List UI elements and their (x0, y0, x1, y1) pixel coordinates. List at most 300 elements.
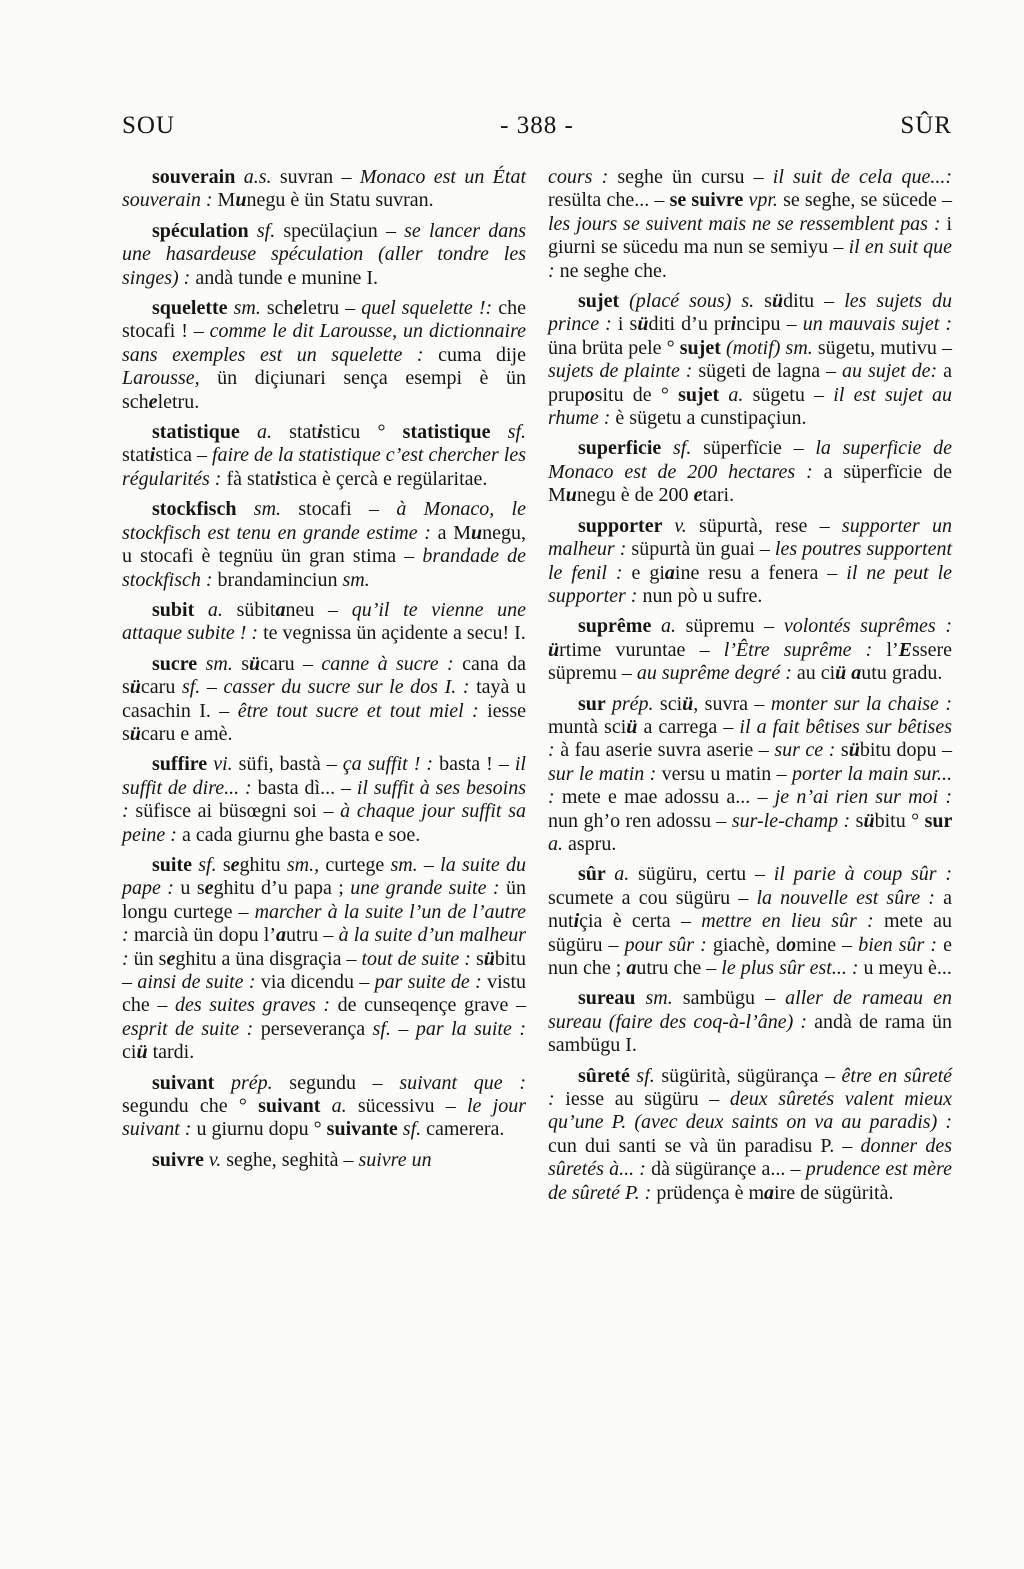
entry-segment: ü (682, 692, 694, 715)
entry-segment: tayà u casachin I. – (122, 676, 527, 722)
entry-segment: suvran – (279, 166, 360, 188)
entry-segment: curtege (325, 853, 391, 876)
entry-segment: resülta che... – (548, 189, 670, 212)
entry-segment: ü (637, 313, 649, 336)
entry-segment: sm. (342, 568, 370, 591)
entry-segment: letru – (302, 297, 362, 320)
entry-segment: u s (180, 877, 205, 900)
entry-supporter (548, 515, 952, 609)
entry-segment: esprit de suite : (122, 1017, 261, 1040)
entry-sujet (548, 290, 952, 430)
entry-segment: sur (924, 809, 952, 832)
entry-segment: qu’il te vienne une attaque subite ! : (122, 598, 526, 645)
entry-segment: süfisce ai büsœgni soi – (135, 800, 341, 823)
entry-statistique (122, 421, 526, 491)
entry-segment: utu gradu. (861, 662, 943, 685)
entry-segment: negu è de 200 (576, 484, 694, 507)
entry-segment: süpurtà, rese – (699, 514, 842, 537)
entry-segment: s (241, 652, 250, 675)
entry-segment: cours : (548, 166, 618, 188)
entry-segment: ghitu d’u papa ; (213, 877, 351, 900)
entry-segment: je n’ai rien sur moi : (774, 786, 953, 809)
entry-segment: a nut (548, 886, 952, 933)
entry-segment: e (166, 947, 176, 970)
entry-segment: o (786, 933, 797, 956)
entry-segment: ü (136, 1041, 148, 1064)
entry-segment: des suites graves : (175, 994, 338, 1017)
entry-segment: a (764, 1181, 775, 1204)
entry-segment: versu u matin – (661, 762, 792, 785)
entry-segment: ainsi de suite : (137, 971, 261, 993)
entry-segment: subit (152, 598, 208, 621)
page-header (122, 112, 952, 140)
entry-segment: i giurni se sücedu ma nun se semiyu – (548, 212, 952, 259)
entry-segment: sügetu – (752, 383, 834, 406)
column-right (548, 166, 952, 1212)
entry-superficie (548, 437, 952, 507)
entry-segment: negu, u stocafi è tegnüu ün gran stima – (122, 521, 526, 568)
entry-segment: ü (129, 722, 141, 745)
entry-segment: i (274, 467, 281, 490)
entry-segment: süperfïcie – (703, 437, 816, 460)
entry-segment: prép. (611, 692, 660, 715)
entry-segment: Larousse, (122, 367, 200, 390)
entry-segment: via dicendu – (260, 971, 375, 993)
entry-segment: tout de suite : (361, 947, 476, 970)
entry-segment: e (693, 484, 703, 507)
entry-segment: stica è çercà e regülaritae. (280, 467, 488, 490)
entry-segment: sm. (253, 498, 299, 521)
entry-segment: souverain (152, 166, 244, 188)
entry-segment: sur le matin : (548, 762, 662, 785)
entry-segment: monter sur la chaise : (770, 692, 953, 715)
entry-segment: stocafi – (298, 498, 397, 521)
entry-segment: suivant (152, 1071, 231, 1094)
entry-segment: vistu che – (122, 971, 527, 1017)
entry-segment: bitu ° (874, 809, 925, 832)
entry-segment: statistique (152, 421, 257, 444)
entry-segment: sm. (205, 652, 242, 675)
entry-segment: fà stat (226, 467, 275, 490)
entry-segment: sf. (673, 437, 704, 460)
entry-segment: stica – (155, 444, 212, 467)
entry-segment: prudence est mère de sûreté P. : (548, 1158, 953, 1204)
entry-segment: a (664, 561, 675, 584)
entry-segment: vi. (213, 753, 239, 776)
entry-segment: i (316, 421, 323, 444)
entry-segment: cuma dije (438, 343, 526, 366)
entry-subit (122, 599, 526, 646)
entry-segment: – (423, 853, 441, 876)
entry-segment: sügürità, sügürança – (661, 1064, 842, 1087)
entry-segment: sticu ° (322, 421, 403, 444)
entry-segment: – (206, 676, 224, 699)
entry-segment: à Monaco, le stockfisch est tenu en grande estime : (122, 498, 526, 544)
entry-segment: sf. (372, 1017, 399, 1040)
entry-segment: prép. (230, 1071, 290, 1094)
entry-segment: vpr. (748, 189, 784, 212)
entry-segment: le plus sûr est... : (721, 957, 864, 979)
entry-segment: ne seghe che. (559, 259, 667, 282)
entry-segment: ü (548, 638, 560, 661)
entry-segment: caru – (260, 652, 322, 675)
entry-segment: ü (835, 662, 847, 685)
entry-segment: aller de rameau en sureau (faire des coq-à-l’âne) : (548, 987, 952, 1033)
entry-sur (548, 693, 952, 857)
entry-sucre (122, 653, 526, 747)
entry-segment: pour sûr : (624, 933, 713, 956)
entry-segment: u meyu è... (863, 957, 952, 979)
entry-segment: cun dui santi se và ün paradisu P. – (548, 1134, 861, 1157)
entry-suffire (122, 753, 526, 847)
entry-segment: v. (674, 514, 700, 537)
entry-segment: sûreté (578, 1064, 637, 1087)
entry-segment: letru. (157, 390, 200, 413)
entry-segment: sch (266, 297, 294, 320)
entry-segment: ine resu a fenera – (674, 561, 847, 584)
entry-segment: s (840, 739, 849, 762)
entry-segment: che stocafi ! – (122, 297, 526, 343)
entry-segment: sambügu – (682, 987, 786, 1010)
entry-segment: e gi (631, 561, 665, 584)
entry-segment: bien sûr : (858, 933, 944, 956)
entry-segment: o (584, 383, 595, 406)
entry-segment: il parie à coup sûr : (773, 863, 953, 886)
entry-squelette (122, 297, 526, 414)
entry-speculation (122, 220, 526, 290)
entry-segment: camerera. (426, 1118, 505, 1141)
entry-segment: ghitu a üna disgraçia – (175, 947, 362, 970)
entry-segment: e (230, 853, 240, 876)
entry-segment: suprême (578, 615, 661, 638)
entry-segment: sm. (390, 853, 424, 876)
entry-segment: sm. (645, 987, 683, 1010)
entry-segment: bitu – (122, 947, 526, 993)
entry-segment: basta ! – (439, 753, 515, 776)
entry-segment: sm., (286, 853, 326, 876)
entry-segment: üna brüta pele ° (548, 336, 680, 359)
entry-segment: ü (483, 947, 495, 970)
entry-segment: muntà sci (548, 715, 627, 738)
entry-sureau (548, 987, 952, 1057)
entry-segment: une grande suite : (350, 877, 506, 900)
entry-segment: sujet (679, 336, 726, 359)
entry-segment: superficie (578, 437, 674, 460)
entry-segment: au suprême degré : (636, 662, 797, 685)
entry-segment: , suvra – (693, 692, 771, 715)
entry-segment: être tout sucre et tout miel : (237, 699, 488, 722)
entry-segment: giachè, d (712, 933, 787, 956)
entry-segment: ü (848, 739, 860, 762)
entry-segment: Monaco est un État souverain : (122, 166, 527, 212)
entry-segment: mettre en lieu sûr : (701, 910, 884, 933)
entry-segment: e nun che ; (548, 933, 952, 979)
entry-segment: se suivre (669, 189, 749, 212)
entry-segment: sûr (578, 863, 615, 886)
entry-segment: ün longu curtege – (122, 877, 526, 923)
entry-segment: i (573, 910, 580, 933)
entry-segment: (motif) sm. (725, 336, 818, 359)
entry-segment: ün s (133, 947, 167, 970)
entry-segment: volontés suprêmes : (783, 615, 952, 638)
entry-segment: de cunseqençe grave – (337, 994, 526, 1017)
entry-segment: mine – (796, 933, 859, 956)
entry-segment: suivante (326, 1118, 403, 1141)
entry-segment: suivant (258, 1095, 332, 1118)
column-left (122, 166, 526, 1212)
text-columns (122, 166, 952, 1212)
entry-segment: stockfisch (152, 498, 254, 521)
entry-segment: les jours se suivent mais ne se ressemblent pas : (548, 212, 947, 235)
entry-segment: donner des sûretés à... : (548, 1134, 952, 1181)
entry-segment: a (626, 957, 637, 979)
entry-segment: squelette (152, 297, 234, 320)
entry-segment: specülaçiun – (283, 219, 405, 242)
entry-segment: s (855, 809, 864, 832)
entry-segment: il suit de cela que...: (772, 166, 953, 188)
entry-segment: ü (249, 652, 261, 675)
entry-segment: ü (863, 809, 875, 832)
entry-segment: par la suite : (415, 1017, 526, 1040)
entry-segment: sücessivu – (357, 1095, 467, 1118)
entry-sur-accent (548, 863, 952, 980)
entry-segment: ssere süpremu – (548, 638, 952, 685)
entry-segment: u (470, 521, 483, 544)
entry-segment: sur ce : (774, 739, 841, 762)
entry-segment: mete au sügüru – (548, 910, 952, 956)
entry-segment: aspru. (568, 832, 617, 855)
entry-segment: ci (122, 1041, 137, 1064)
entry-souverain (122, 166, 526, 213)
entry-segment: diti d’u pr (648, 313, 731, 336)
entry-segment: sur-le-champ : (731, 809, 856, 832)
entry-segment: sügetu, mutivu – (817, 336, 953, 359)
entry-segment: a carrega – (637, 715, 740, 738)
entry-segment: la suite du pape : (122, 853, 526, 900)
entry-segment: caru (140, 676, 182, 699)
entry-segment: brandade de stockfisch : (122, 545, 526, 591)
entry-segment: ü (771, 290, 784, 313)
entry-segment: a. (207, 598, 237, 621)
entry-segment: sm. (233, 297, 267, 320)
entry-segment: u (565, 484, 577, 507)
entry-segment: perseverança (260, 1017, 373, 1040)
entry-segment: u giurnu dopu ° (196, 1118, 327, 1141)
entry-segment: l’ (886, 638, 899, 661)
entry-supreme (548, 615, 952, 685)
entry-segment: basta dì... – (257, 776, 357, 799)
entry-segment: a (276, 924, 287, 947)
entry-segment: (placé sous) s. (629, 290, 765, 313)
entry-segment: e (204, 877, 214, 900)
entry-segment: nun pò u sufre. (642, 584, 763, 607)
entry-segment: casser du sucre sur le dos I. : (223, 676, 477, 699)
entry-segment: brandaminciun (217, 568, 343, 591)
entry-suite (122, 854, 526, 1065)
entry-segment: a (851, 662, 862, 685)
entry-segment: l’Être suprême : (723, 638, 887, 661)
entry-segment: à la suite d’un malheur : (122, 924, 526, 970)
entry-segment: canne à sucre : (321, 652, 463, 675)
entry-segment: porter la main sur... : (548, 762, 952, 809)
entry-suivre (122, 1149, 526, 1172)
entry-segment: segundu che ° (122, 1095, 259, 1118)
entry-segment: suivre (152, 1148, 209, 1171)
entry-segment: ü (626, 715, 638, 738)
entry-segment: la superficie de Monaco est de 200 hectares : (548, 437, 953, 483)
entry-segment: situ de ° (594, 383, 679, 406)
entry-segment: a. (660, 615, 686, 638)
entry-segment: suite (152, 853, 199, 876)
entry-segment: çia è certa – (579, 910, 702, 933)
entry-segment: u (235, 189, 247, 212)
entry-segment: seghe, seghità – (226, 1148, 359, 1171)
entry-segment: la nouvelle est sûre : (756, 886, 944, 909)
entry-segment: – (398, 1017, 416, 1040)
entry-segment: statistique (402, 421, 508, 444)
entry-segment: a süperfïcie de M (548, 460, 952, 507)
entry-segment: sf. (636, 1064, 662, 1087)
entry-segment: sujets de plainte : (548, 360, 699, 383)
entry-segment: a prup (548, 360, 953, 406)
entry-segment: tardi. (147, 1041, 195, 1064)
entry-segment: süfi, bastà – (238, 753, 343, 776)
entry-segment: se seghe, se sücede – (783, 189, 953, 212)
entry-segment: sujet (678, 383, 729, 406)
entry-segment: è sügetu a cunstipaçiun. (615, 407, 807, 430)
entry-segment: se lancer dans une hasardeuse spéculation (aller tondre les singes) : (122, 219, 527, 289)
entry-segment: dà sügürançe a... – (651, 1158, 806, 1181)
entry-segment: sf. (402, 1118, 427, 1141)
entry-segment: e (293, 297, 303, 320)
entry-segment: il suffit de dire... : (122, 753, 526, 799)
entry-segment: stat (289, 421, 317, 444)
entry-segment: sur (578, 692, 612, 715)
entry-surete (548, 1065, 952, 1205)
entry-segment: sucre (152, 652, 206, 675)
entry-segment: faire de la statistique c’est chercher les régularités : (122, 444, 526, 490)
running-head-right: SÛR (900, 112, 952, 139)
entry-segment: un mauvais sujet : (802, 313, 952, 336)
entry-segment: segundu – (289, 1071, 400, 1094)
entry-segment: a (275, 598, 286, 621)
entry-segment: a M (437, 521, 471, 544)
entry-segment: marcher à la suite l’un de l’autre : (122, 900, 527, 947)
entry-segment: ditu – (783, 290, 845, 313)
entry-segment: s (764, 290, 772, 313)
entry-segment: v. (208, 1148, 227, 1171)
entry-segment: ça suffit ! : (342, 753, 440, 776)
entry-segment: ün diçiunari sença esempi è ün sch (122, 367, 526, 413)
entry-segment: supporter (578, 514, 675, 537)
entry-segment: les sujets du prince : (548, 290, 952, 336)
entry-segment: stat (122, 444, 150, 467)
entry-segment: à fau aserie suvra aserie – (560, 739, 775, 762)
entry-segment: a. (728, 383, 753, 406)
entry-segment: ghitu (239, 853, 287, 876)
entry-segment: M (217, 189, 236, 212)
entry-segment: a cada giurnu ghe basta e soe. (181, 823, 421, 846)
entry-segment: mete e mae adossu a... – (561, 786, 775, 809)
entry-segment: i (730, 313, 737, 336)
entry-segment: supporter un malheur : (548, 514, 952, 561)
entry-segment: ire de sügürità. (774, 1181, 894, 1204)
entry-suivant (122, 1072, 526, 1142)
entry-segment: iesse au sügüru – (565, 1088, 730, 1111)
entry-segment: sf. (256, 219, 284, 242)
entry-segment: utru – (286, 924, 339, 947)
entry-segment: süpremu – (685, 615, 784, 638)
entry-segment: E (898, 638, 912, 661)
entry-segment: ü (129, 676, 141, 699)
entry-segment: a.s. (243, 166, 280, 188)
entry-segment: les poutres supportent le fenil : (548, 538, 953, 584)
entry-segment: bitu dopu – (859, 739, 952, 762)
entry-segment: a. (614, 863, 638, 886)
entry-segment: i (149, 444, 156, 467)
entry-segment: scumete a cou sügüru – (548, 886, 757, 909)
entry-segment: a. (256, 421, 290, 444)
entry-segment: sügeti de lagna – (698, 360, 843, 383)
running-head-left: SOU (122, 112, 176, 139)
entry-segment: sübit (236, 598, 276, 621)
entry-segment: il en suit que : (548, 236, 952, 282)
entry-stockfisch (122, 498, 526, 592)
entry-segment: negu è ün Statu suvran. (246, 189, 434, 212)
entry-segment: il a fait bêtises sur bêtises : (548, 715, 952, 762)
entry-segment: rtime vuruntae – (559, 638, 724, 661)
entry-segment: quel squelette !: (361, 297, 499, 320)
entry-segment: utru che – (636, 957, 722, 979)
entry-segment: suivre un (358, 1148, 432, 1171)
entry-segment: deux sûretés valent mieux qu’une P. (avec deux saints on va au paradis) : (548, 1088, 952, 1134)
entry-segment: sujet (578, 290, 630, 313)
entry-segment: marcià ün dopu l’ (133, 924, 277, 947)
entry-segment: sf. (181, 676, 207, 699)
entry-segment: s (475, 947, 484, 970)
page-number: - 388 - (500, 112, 574, 139)
entry-segment: tari. (702, 484, 735, 507)
entry-segment: a. (548, 832, 568, 855)
entry-segment: être en sûreté : (548, 1064, 952, 1111)
entry-segment: spéculation (152, 219, 257, 242)
entry-segment: au sujet de: (842, 360, 944, 383)
entry-segment: s (222, 853, 231, 876)
entry-segment: andà de rama ün sambügu I. (548, 1010, 952, 1057)
entry-segment: sci (659, 692, 683, 715)
entry-segment: comme le dit Larousse, un dictionnaire sans exemples est un squelette : (122, 320, 526, 366)
entry-segment: andà tunde e munine I. (195, 266, 379, 289)
entry-segment: le jour suivant : (122, 1095, 526, 1141)
entry-suivre-continuation (548, 166, 952, 283)
entry-segment: suffire (152, 753, 214, 776)
entry-segment: il est sujet au rhume : (548, 383, 953, 430)
entry-segment: e (148, 390, 158, 413)
entry-segment: iesse s (122, 699, 526, 745)
entry-segment: sureau (578, 987, 646, 1010)
entry-segment: il suffit à ses besoins : (122, 776, 526, 823)
entry-segment: caru e amè. (140, 722, 233, 745)
entry-segment: sügüru, certu – (637, 863, 774, 886)
entry-segment: suivant que : (399, 1071, 526, 1094)
entry-segment: à chaque jour suffit sa peine : (122, 800, 526, 846)
entry-segment: i s (617, 313, 638, 336)
entry-segment: prüdença è m (656, 1181, 765, 1204)
entry-segment: te vegnissa ün açidente a secu! I. (263, 622, 526, 645)
entry-segment: süpurtà ün guai – (631, 538, 775, 561)
entry-segment: a. (331, 1095, 358, 1118)
entry-segment: sf. (198, 853, 223, 876)
